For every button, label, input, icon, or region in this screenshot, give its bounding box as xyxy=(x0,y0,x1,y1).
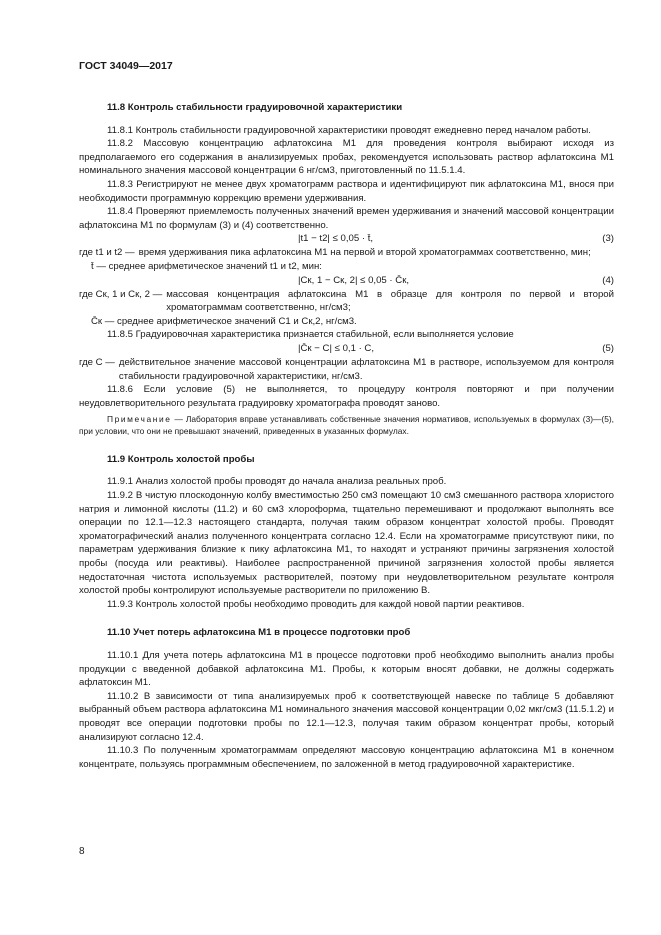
para-11-10-1: 11.10.1 Для учета потерь афлатоксина M1 в процессе подготовки проб необходимо выполнить анализ пробы продукции с введенной добавкой афлатоксина M1. Пробы, к которым вносят добавки, не должны содержать афлатоксин M1. xyxy=(79,650,614,689)
para-11-8-2: 11.8.2 Массовую концентрацию афлатоксина M1 для проведения контроля выбирают исходя из предполагаемого его содержания в анализируемых пробах, рекомендуется использовать раствор афлатоксина M1 номинального значения массовой концентрации 6 нг/см3, приготовленный по 11.5.1.4. xyxy=(79,138,614,177)
standard-header: ГОСТ 34049—2017 xyxy=(79,60,173,72)
where-5-term: где C — xyxy=(79,356,115,368)
para-11-10-3: 11.10.3 По полученным хроматограммам определяют массовую концентрацию афлатоксина M1 в конечном концентрате, пользуясь программным обеспечением, по заложенной в метод градуировочной характеристике. xyxy=(79,745,614,770)
where-4b: C̄к — среднее арифметическое значений C1 и Cк,2, нг/см3. xyxy=(91,315,357,327)
formula-4-expr: |Cк, 1 − Cк, 2| ≤ 0,05 · C̄к, xyxy=(298,274,410,286)
page-number: 8 xyxy=(79,846,85,857)
para-11-8-4: 11.8.4 Проверяют приемлемость полученных значений времен удерживания и значений массовой концентрации афлатоксина M1 по формулам (3) и (4) соответственно. xyxy=(79,206,614,231)
section-title-11-8: 11.8 Контроль стабильности градуировочной характеристики xyxy=(107,102,403,113)
para-11-9-3: 11.9.3 Контроль холостой пробы необходимо проводить для каждой новой партии реактивов. xyxy=(107,598,525,610)
formula-4 xyxy=(79,274,614,288)
where-3a-term: где t1 и t2 — xyxy=(79,247,135,259)
formula-5-expr: |C̄к − C| ≤ 0,1 · C, xyxy=(298,342,375,354)
formula-5-number: (5) xyxy=(602,342,614,354)
para-11-8-1: 11.8.1 Контроль стабильности градуировочной характеристики проводят ежедневно перед началом работы. xyxy=(107,124,591,136)
note xyxy=(79,414,614,438)
formula-3 xyxy=(79,232,614,246)
where-3b: t̄ — среднее арифметическое значений t1 и t2, мин: xyxy=(91,260,322,272)
formula-4-number: (4) xyxy=(602,274,614,286)
where-4a-desc: массовая концентрация афлатоксина M1 в образце для контроля по первой и второй хроматограммам соответственно, нг/см3; xyxy=(166,288,614,314)
formula-3-number: (3) xyxy=(602,233,614,245)
section-title-11-9: 11.9 Контроль холостой пробы xyxy=(107,453,255,465)
section-title-11-10: 11.10 Учет потерь афлатоксина M1 в процессе подготовки проб xyxy=(107,627,411,639)
document-body xyxy=(79,90,614,771)
where-5 xyxy=(79,356,614,383)
para-11-8-6: 11.8.6 Если условие (5) не выполняется, то процедуру контроля повторяют и при получении неудовлетворительного результата градуировку хроматографа проводят заново. xyxy=(79,384,614,409)
para-11-9-1: 11.9.1 Анализ холостой пробы проводят до начала анализа реальных проб. xyxy=(107,476,447,488)
para-11-9-2: 11.9.2 В чистую плоскодонную колбу вместимостью 250 см3 помещают 10 см3 смешанного раствора хлористого натрия и лимонной кислоты (11.2) и 60 см3 хлороформа, тщательно перемешивают и продолжают выполнять все операции по 12.1—12.3 настоящего стандарта, получая таким образом концентрат холостой пробы. Проводят хроматографический анализ полученного концентрата согласно 12.4. Если на хроматограмме присутствуют пики, по параметрам удерживания близкие к пику афлатоксина M1, то находят и устраняют причины загрязнения холостой пробы (посуда или реактивы). Наиболее распространенной причиной загрязнения холостой пробы является недостаточная чистота используемых растворителей, поэтому при неудовлетворительном результате контроля холостой пробы контролируют используемые растворители по приложению В. xyxy=(79,490,614,597)
where-3a-desc: время удерживания пика афлатоксина M1 на первой и второй хроматограммах соответственно, мин; xyxy=(138,247,591,259)
formula-5 xyxy=(79,342,614,356)
where-4a xyxy=(79,288,614,315)
para-11-10-2: 11.10.2 В зависимости от типа анализируемых проб к соответствующей навеске по таблице 5 добавляют выбранный объем раствора афлатоксина M1 номинального значения массовой концентрации 0,02 мкг/см3 (11.5.1.2) и проводят все операции подготовки пробы по 12.1—12.3, получая таким образом концентрат пробы, который анализируют согласно 12.4. xyxy=(79,690,614,743)
note-text: — Лаборатория вправе устанавливать собственные значения нормативов, используемых в формулах (3)—(5), при условии, что они не превышают значений, приведенных в указанных формулах. xyxy=(79,414,614,437)
where-4a-term: где Cк, 1 и Cк, 2 — xyxy=(79,288,163,300)
where-5-desc: действительное значение массовой концентрации афлатоксина M1 в растворе, используемом для контроля стабильности градуировочной характеристики, нг/см3. xyxy=(118,356,614,382)
note-label: Примечание xyxy=(107,414,172,425)
where-3a xyxy=(79,246,614,260)
para-11-8-3: 11.8.3 Регистрируют не менее двух хроматограмм раствора и идентифицируют пик афлатоксина M1, внося при необходимости программную коррекцию времени удерживания. xyxy=(79,178,614,204)
formula-3-expr: |t1 − t2| ≤ 0,05 · t̄, xyxy=(298,233,374,245)
para-11-8-5: 11.8.5 Градуировочная характеристика признается стабильной, если выполняется условие xyxy=(107,329,514,341)
